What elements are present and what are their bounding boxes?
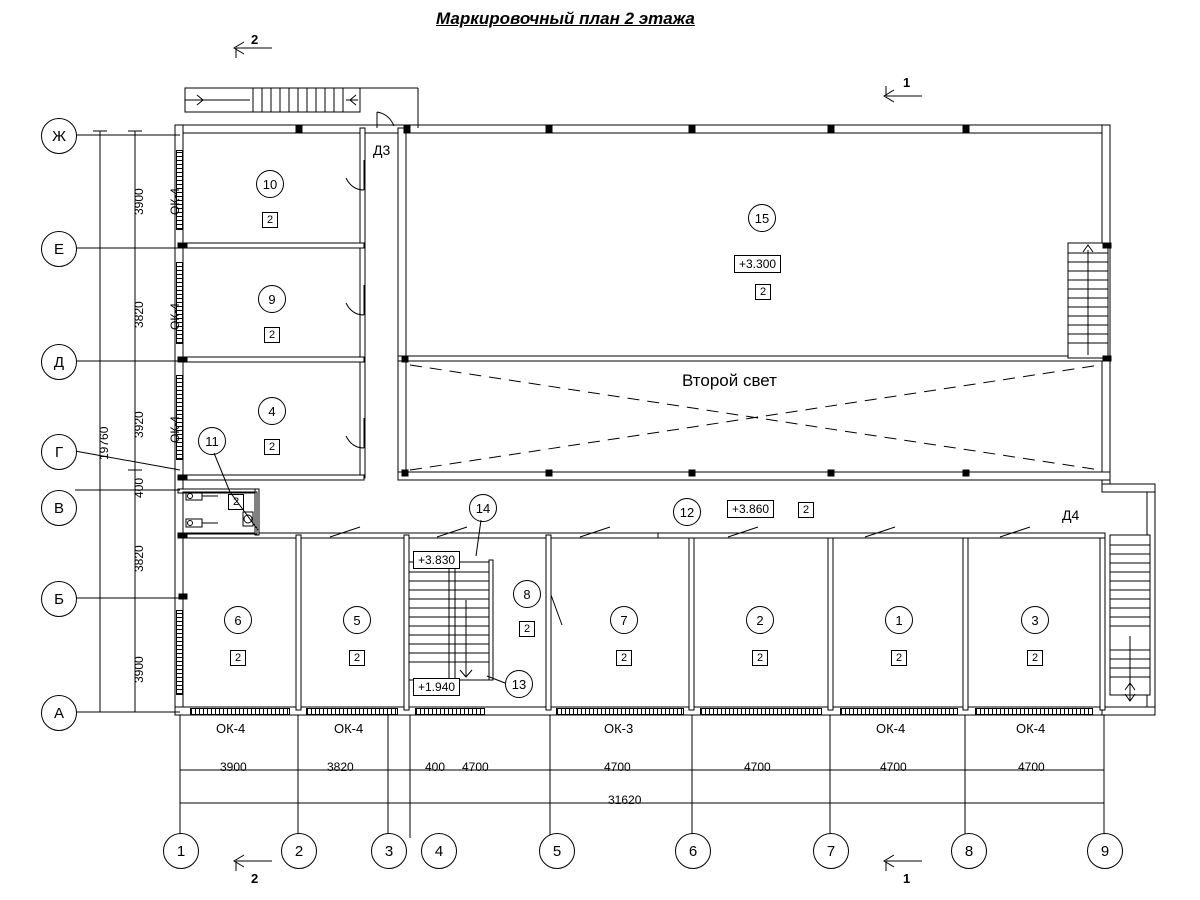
dim-h-400: 400: [425, 760, 446, 774]
axis-label-v: В: [41, 490, 77, 526]
axis-label-g: Г: [41, 434, 77, 470]
door-label-d3: Д3: [373, 142, 391, 158]
room-number-5: 5: [343, 606, 371, 634]
room-level-2: 2: [752, 650, 768, 666]
dim-h-4700-2: 4700: [604, 760, 631, 774]
dim-v-3820-top: 3820: [132, 301, 146, 328]
room-number-12: 12: [673, 498, 701, 526]
axis-label-9: 9: [1087, 833, 1123, 869]
dim-v-3900-top: 3900: [132, 188, 146, 215]
elevation-15: +3.300: [734, 255, 781, 273]
dim-h-3900: 3900: [220, 760, 247, 774]
axis-label-7: 7: [813, 833, 849, 869]
room-level-11: 2: [228, 494, 244, 510]
room-number-10: 10: [256, 170, 284, 198]
room-number-8: 8: [513, 580, 541, 608]
section-mark-1-top: 1: [903, 75, 911, 90]
dim-v-400: 400: [132, 477, 146, 498]
room-level-1: 2: [891, 650, 907, 666]
window-mark-bottom-2: ОК-4: [334, 721, 364, 736]
room-number-11: 11: [198, 427, 226, 455]
room-number-6: 6: [224, 606, 252, 634]
room-level-12: 2: [798, 502, 814, 518]
dim-v-3820-bot: 3820: [132, 545, 146, 572]
window-mark-left-2: ОК-4: [168, 303, 182, 330]
room-number-3: 3: [1021, 606, 1049, 634]
dim-v-total: 19760: [97, 426, 111, 460]
window-mark-bottom-3: ОК-3: [604, 721, 634, 736]
dim-v-3900-bot: 3900: [132, 656, 146, 683]
window-mark-bottom-5: ОК-4: [1016, 721, 1046, 736]
axis-label-zh: Ж: [41, 118, 77, 154]
dim-h-4700-5: 4700: [1018, 760, 1045, 774]
page-title: Маркировочный план 2 этажа: [436, 9, 695, 28]
room-number-13: 13: [505, 670, 533, 698]
section-mark-1-bottom: 1: [903, 871, 911, 886]
room-number-14: 14: [469, 494, 497, 522]
window-mark-bottom-1: ОК-4: [216, 721, 246, 736]
dim-h-total: 31620: [608, 793, 642, 807]
window-mark-bottom-4: ОК-4: [876, 721, 906, 736]
room-number-9: 9: [258, 285, 286, 313]
room-level-3: 2: [1027, 650, 1043, 666]
section-mark-2-bottom: 2: [251, 871, 259, 886]
room-number-4: 4: [258, 397, 286, 425]
elevation-13: +1.940: [413, 678, 460, 696]
axis-label-e: Е: [41, 231, 77, 267]
room-level-5: 2: [349, 650, 365, 666]
door-label-d4: Д4: [1062, 507, 1080, 523]
dim-h-4700-3: 4700: [744, 760, 771, 774]
room-number-15: 15: [748, 204, 776, 232]
dim-h-3820: 3820: [327, 760, 354, 774]
room-level-7: 2: [616, 650, 632, 666]
axis-label-8: 8: [951, 833, 987, 869]
void-label: Второй свет: [682, 371, 777, 390]
room-number-1: 1: [885, 606, 913, 634]
axis-label-1: 1: [163, 833, 199, 869]
axis-label-b: Б: [41, 581, 77, 617]
room-level-6: 2: [230, 650, 246, 666]
axis-label-3: 3: [371, 833, 407, 869]
axis-label-a: А: [41, 695, 77, 731]
dim-v-3920: 3920: [132, 411, 146, 438]
room-level-4: 2: [264, 439, 280, 455]
elevation-14: +3.830: [413, 551, 460, 569]
room-level-8: 2: [519, 621, 535, 637]
dim-h-4700-1: 4700: [462, 760, 489, 774]
room-level-10: 2: [262, 212, 278, 228]
room-level-15: 2: [755, 284, 771, 300]
window-mark-left-1: ОК-4: [168, 188, 182, 215]
axis-label-4: 4: [421, 833, 457, 869]
axis-label-d: Д: [41, 344, 77, 380]
room-number-7: 7: [610, 606, 638, 634]
room-level-9: 2: [264, 327, 280, 343]
axis-label-5: 5: [539, 833, 575, 869]
axis-label-6: 6: [675, 833, 711, 869]
room-number-2: 2: [746, 606, 774, 634]
section-mark-2-top: 2: [251, 32, 259, 47]
elevation-12: +3.860: [727, 500, 774, 518]
window-mark-left-3: ОК-4: [168, 416, 182, 443]
axis-label-2: 2: [281, 833, 317, 869]
dim-h-4700-4: 4700: [880, 760, 907, 774]
